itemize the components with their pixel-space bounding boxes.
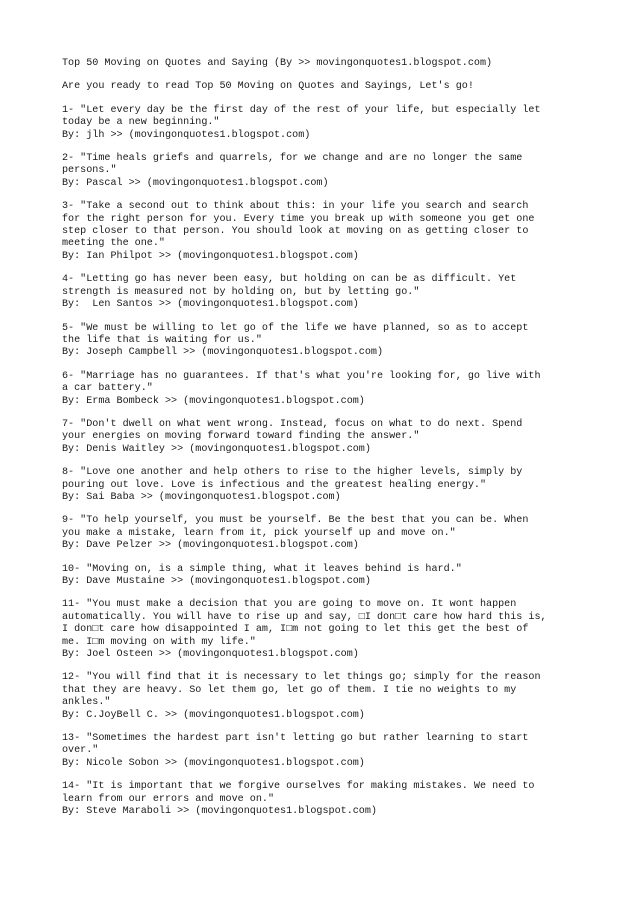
quote-text-line: you make a mistake, learn from it, pick yourself up and move on."	[62, 527, 456, 539]
quote-text-line: learn from our errors and move on."	[62, 793, 275, 805]
quote-text-line: ankles."	[62, 697, 111, 709]
document-intro: Are you ready to read Top 50 Moving on Quotes and Sayings, Let's go!	[62, 81, 474, 93]
quote-text-line: the life that is waiting for us."	[62, 334, 262, 346]
quote-author: By: Sai Baba >> (movingonquotes1.blogspot.com)	[62, 491, 341, 503]
quote-text-line: me. I□m moving on with my life."	[62, 636, 256, 648]
quote-text-line: 11- "You must make a decision that you are going to move on. It wont happen	[62, 599, 517, 611]
quote-item	[62, 201, 598, 263]
quote-text-line: a car battery."	[62, 383, 153, 395]
quote-text-line: 13- "Sometimes the hardest part isn't letting go but rather learning to start	[62, 733, 529, 745]
quote-list	[62, 105, 598, 819]
quote-text-line: 8- "Love one another and help others to rise to the higher levels, simply by	[62, 467, 523, 479]
quote-text-line: 10- "Moving on, is a simple thing, what it leaves behind is hard."	[62, 563, 462, 575]
quote-text-line: 7- "Don't dwell on what went wrong. Instead, focus on what to do next. Spend	[62, 418, 523, 430]
quote-item	[62, 515, 598, 552]
quote-item	[62, 323, 598, 360]
quote-author: By: jlh >> (movingonquotes1.blogspot.com)	[62, 129, 311, 141]
quote-author: By: Erma Bombeck >> (movingonquotes1.blogspot.com)	[62, 395, 365, 407]
quote-item	[62, 274, 598, 311]
quote-text-line: 5- "We must be willing to let go of the life we have planned, so as to accept	[62, 322, 529, 334]
quote-text-line: that they are heavy. So let them go, let go of them. I tie no weights to my	[62, 684, 517, 696]
quote-text-line: 12- "You will find that it is necessary to let things go; simply for the reason	[62, 672, 541, 684]
quote-text-line: over."	[62, 745, 99, 757]
quote-author: By: Dave Pelzer >> (movingonquotes1.blogspot.com)	[62, 540, 359, 552]
quote-item	[62, 467, 598, 504]
quote-text-line: step closer to that person. You should look at moving on as getting closer to	[62, 226, 529, 238]
quote-item	[62, 564, 598, 589]
quote-author: By: C.JoyBell C. >> (movingonquotes1.blogspot.com)	[62, 709, 365, 721]
quote-text-line: 4- "Letting go has never been easy, but holding on can be as difficult. Yet	[62, 274, 517, 286]
quote-text-line: 9- "To help yourself, you must be yourself. Be the best that you can be. When	[62, 515, 529, 527]
quote-text-line: 6- "Marriage has no guarantees. If that's what you're looking for, go live with	[62, 370, 541, 382]
quote-text-line: 2- "Time heals griefs and quarrels, for we change and are no longer the same	[62, 153, 523, 165]
quote-text-line: 14- "It is important that we forgive ourselves for making mistakes. We need to	[62, 781, 535, 793]
quote-text-line: for the right person for you. Every time you break up with someone you get one	[62, 213, 535, 225]
quote-author: By: Len Santos >> (movingonquotes1.blogspot.com)	[62, 299, 359, 311]
document-title: Top 50 Moving on Quotes and Saying (By >> movingonquotes1.blogspot.com)	[62, 58, 493, 69]
quote-text-line: I don□t care how disappointed I am, I□m not going to let this get the best of	[62, 624, 529, 636]
quote-item	[62, 672, 598, 722]
quote-author: By: Steve Maraboli >> (movingonquotes1.blogspot.com)	[62, 806, 377, 818]
quote-item	[62, 419, 598, 456]
quote-text-line: persons."	[62, 165, 117, 177]
quote-text-line: meeting the one."	[62, 238, 165, 250]
quote-text-line: automatically. You will have to rise up and say, □I don□t care how hard this is,	[62, 611, 547, 623]
quote-author: By: Denis Waitley >> (movingonquotes1.blogspot.com)	[62, 443, 371, 455]
quote-text-line: 1- "Let every day be the first day of the rest of your life, but especially let	[62, 104, 541, 116]
quote-text-line: today be a new beginning."	[62, 117, 220, 129]
quote-author: By: Pascal >> (movingonquotes1.blogspot.com)	[62, 177, 329, 189]
quote-author: By: Joseph Campbell >> (movingonquotes1.blogspot.com)	[62, 347, 384, 359]
quote-author: By: Dave Mustaine >> (movingonquotes1.blogspot.com)	[62, 576, 371, 587]
quote-text-line: strength is measured not by holding on, but by letting go."	[62, 286, 420, 298]
quote-text-line: your energies on moving forward toward finding the answer."	[62, 431, 420, 443]
quote-item	[62, 371, 598, 408]
quote-author: By: Ian Philpot >> (movingonquotes1.blogspot.com)	[62, 250, 359, 262]
quote-text-line: 3- "Take a second out to think about this: in your life you search and search	[62, 201, 529, 213]
quote-text-line: pouring out love. Love is infectious and the greatest healing energy."	[62, 479, 487, 491]
quote-author: By: Nicole Sobon >> (movingonquotes1.blogspot.com)	[62, 757, 365, 769]
quote-item	[62, 733, 598, 770]
quote-item	[62, 153, 598, 190]
quote-item	[62, 105, 598, 142]
quote-item	[62, 781, 598, 818]
quote-author: By: Joel Osteen >> (movingonquotes1.blogspot.com)	[62, 649, 359, 661]
quote-item	[62, 599, 598, 661]
